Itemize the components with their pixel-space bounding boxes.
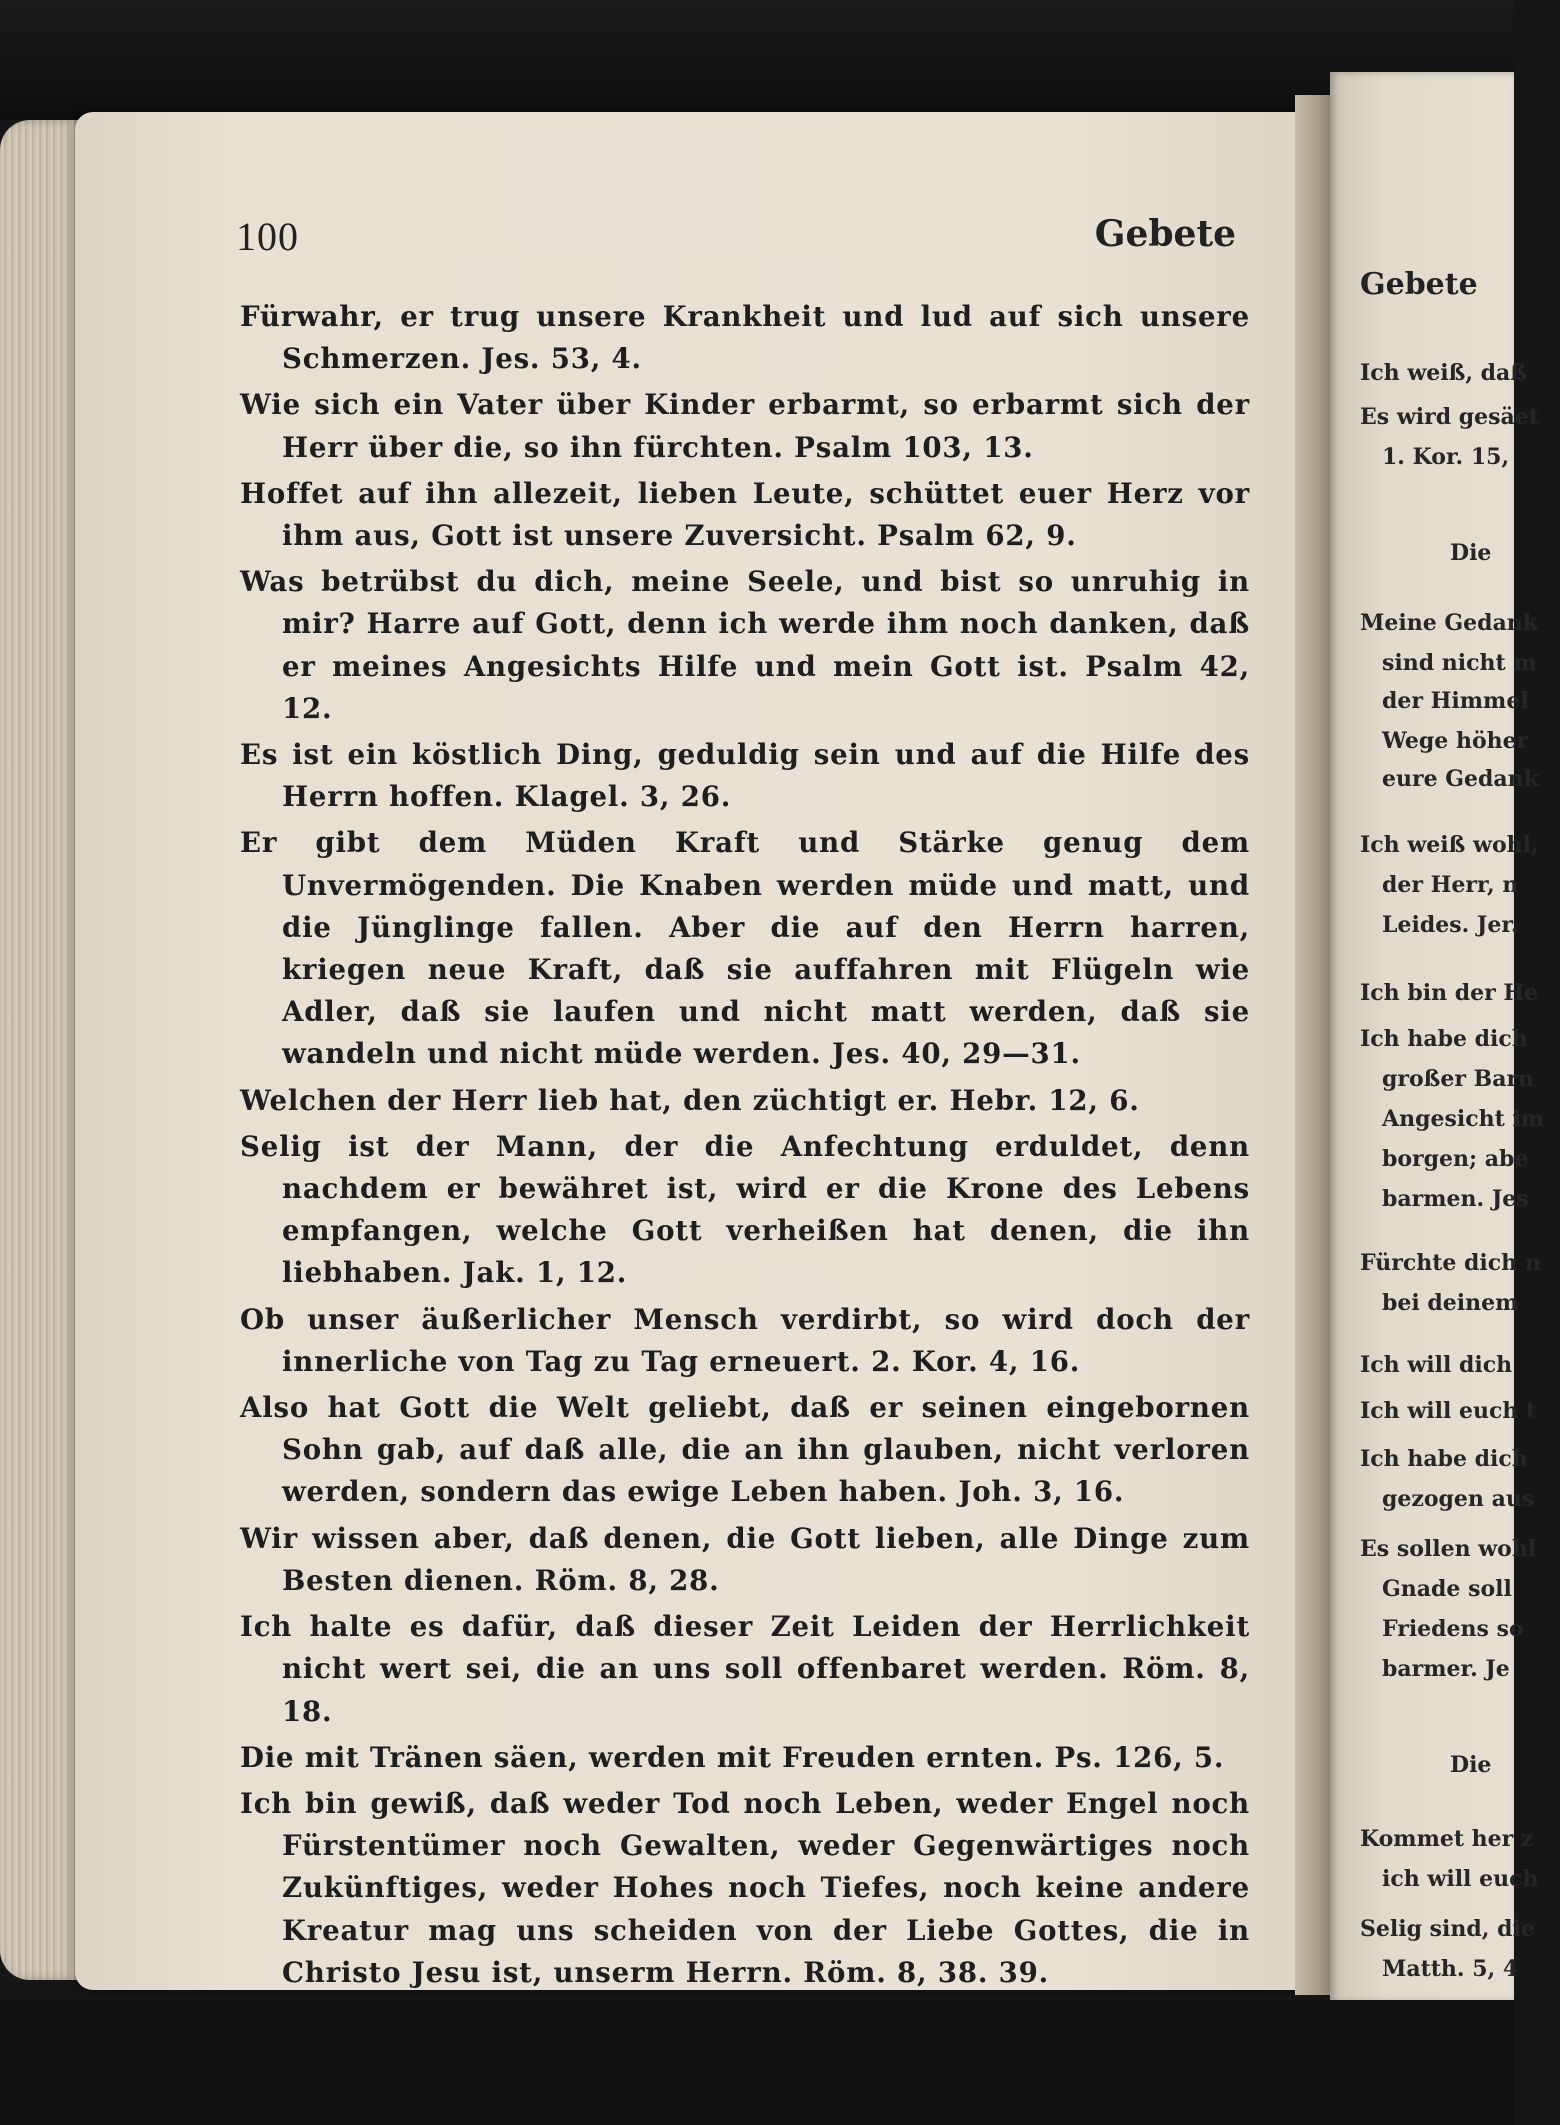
right-page-line: Matth. 5, 4 (1382, 1956, 1519, 1982)
right-page-line: 1. Kor. 15, (1382, 444, 1510, 470)
right-page-line: Friedens so (1382, 1616, 1524, 1642)
right-page-line: Kommet her z (1360, 1826, 1534, 1852)
right-page-line: Ich will dich (1360, 1352, 1513, 1378)
verse: Was betrübst du dich, meine Seele, und bist so unruhig in mir? Harre auf Gott, denn ich werde ihm noch danken, daß er meines Angesichts Hilfe und mein Gott ist. Psalm 42, 12. (240, 565, 1250, 725)
right-page-line: Ich habe dich (1360, 1446, 1528, 1472)
right-page-line: sind nicht m (1382, 650, 1537, 676)
verse: Hoffet auf ihn allezeit, lieben Leute, schüttet euer Herz vor ihm aus, Gott ist unsere Zuversicht. Psalm 62, 9. (240, 476, 1250, 553)
right-page-line: Meine Gedank (1360, 610, 1539, 636)
verse-list (240, 296, 1250, 1998)
right-page-line: großer Barn (1382, 1066, 1535, 1092)
right-page-line: der Himmel (1382, 688, 1529, 714)
verse: Wie sich ein Vater über Kinder erbarmt, so erbarmt sich der Herr über die, so ihn fürchten. Psalm 103, 13. (240, 388, 1250, 464)
right-page-line: barmer. Je (1382, 1656, 1510, 1682)
verse: Ob unser äußerlicher Mensch verdirbt, so wird doch der innerliche von Tag zu Tag erneuert. 2. Kor. 4, 16. (240, 1302, 1250, 1378)
right-page-line: der Herr, n (1382, 872, 1519, 898)
right-page-line: ich will euch (1382, 1866, 1539, 1892)
right-page-line: Angesicht im (1382, 1106, 1545, 1132)
background-top (0, 0, 1514, 120)
right-page-line: Die (1450, 1752, 1492, 1778)
right-page-line: Ich weiß, daß (1360, 360, 1528, 386)
right-page-line: Ich bin der He (1360, 980, 1539, 1006)
verse: Ich bin gewiß, daß weder Tod noch Leben, weder Engel noch Fürstentümer noch Gewalten, weder Gegenwärtiges noch Zukünftiges, weder Hohes noch Tiefes, noch keine andere Kreatur mag uns scheiden von der Liebe Gottes, die in Christo Jesu ist, unserm Herrn. Röm. 8, 38. 39. (240, 1786, 1250, 1989)
right-page-line: Es sollen wohl (1360, 1536, 1537, 1562)
right-page-line: Ich habe dich (1360, 1026, 1528, 1052)
right-page-line: Ich will euch t (1360, 1398, 1537, 1424)
right-page-running-head: Gebete (1360, 267, 1478, 302)
right-page-line: Selig sind, die (1360, 1916, 1535, 1942)
verse: Fürwahr, er trug unsere Krankheit und lud auf sich unsere Schmerzen. Jes. 53, 4. (240, 300, 1250, 376)
verse: Ich halte es dafür, daß dieser Zeit Leiden der Herrlichkeit nicht wert sei, die an uns soll offenbaret werden. Röm. 8, 18. (240, 1610, 1250, 1728)
verse: Wir wissen aber, daß denen, die Gott lieben, alle Dinge zum Besten dienen. Röm. 8, 28. (240, 1521, 1250, 1597)
verse: Selig ist der Mann, der die Anfechtung erduldet, denn nachdem er bewähret ist, wird er die Krone des Lebens empfangen, welche Gott verheißen hat denen, die ihn liebhaben. Jak. 1, 12. (240, 1129, 1250, 1290)
right-page-line: Es wird gesäet (1360, 404, 1539, 430)
right-page-line: barmen. Jes (1382, 1186, 1529, 1212)
right-page-line: Leides. Jer. (1382, 912, 1519, 938)
verse: Er gibt dem Müden Kraft und Stärke genug dem Unvermögenden. Die Knaben werden müde und matt, und die Jünglinge fallen. Aber die auf den Herrn harren, kriegen neue Kraft, daß sie auffahren mit Flügeln wie Adler, daß sie laufen und nicht matt werden, daß sie wandeln und nicht müde werden. Jes. 40, 29—31. (240, 826, 1250, 1071)
verse: Es ist ein köstlich Ding, geduldig sein und auf die Hilfe des Herrn hoffen. Klagel. 3, 26. (240, 738, 1250, 814)
right-page-line: Fürchte dich n (1360, 1250, 1541, 1276)
right-page-line: gezogen aus (1382, 1486, 1535, 1512)
verse: Welchen der Herr lieb hat, den züchtigt er. Hebr. 12, 6. (240, 1083, 1140, 1117)
section-title: Gebete (1094, 213, 1236, 255)
right-page-line: eure Gedank (1382, 766, 1539, 792)
verse: Also hat Gott die Welt geliebt, daß er seinen eingebornen Sohn gab, auf daß alle, die an ihn glauben, nicht verloren werden, sondern das ewige Leben haben. Joh. 3, 16. (240, 1391, 1250, 1509)
background-bottom (0, 2000, 1514, 2125)
right-page-line: bei deinem (1382, 1290, 1519, 1316)
page-number: 100 (236, 214, 299, 259)
right-page-line: Gnade soll (1382, 1576, 1512, 1602)
right-page-line: Wege höher (1382, 728, 1529, 754)
verse: Die mit Tränen säen, werden mit Freuden ernten. Ps. 126, 5. (240, 1740, 1225, 1774)
right-page-line: borgen; abe (1382, 1146, 1529, 1172)
right-page-line: Ich weiß wohl, (1360, 832, 1539, 858)
running-head (236, 213, 1236, 263)
right-page (1330, 72, 1545, 2002)
right-page-line: Die (1450, 540, 1492, 566)
